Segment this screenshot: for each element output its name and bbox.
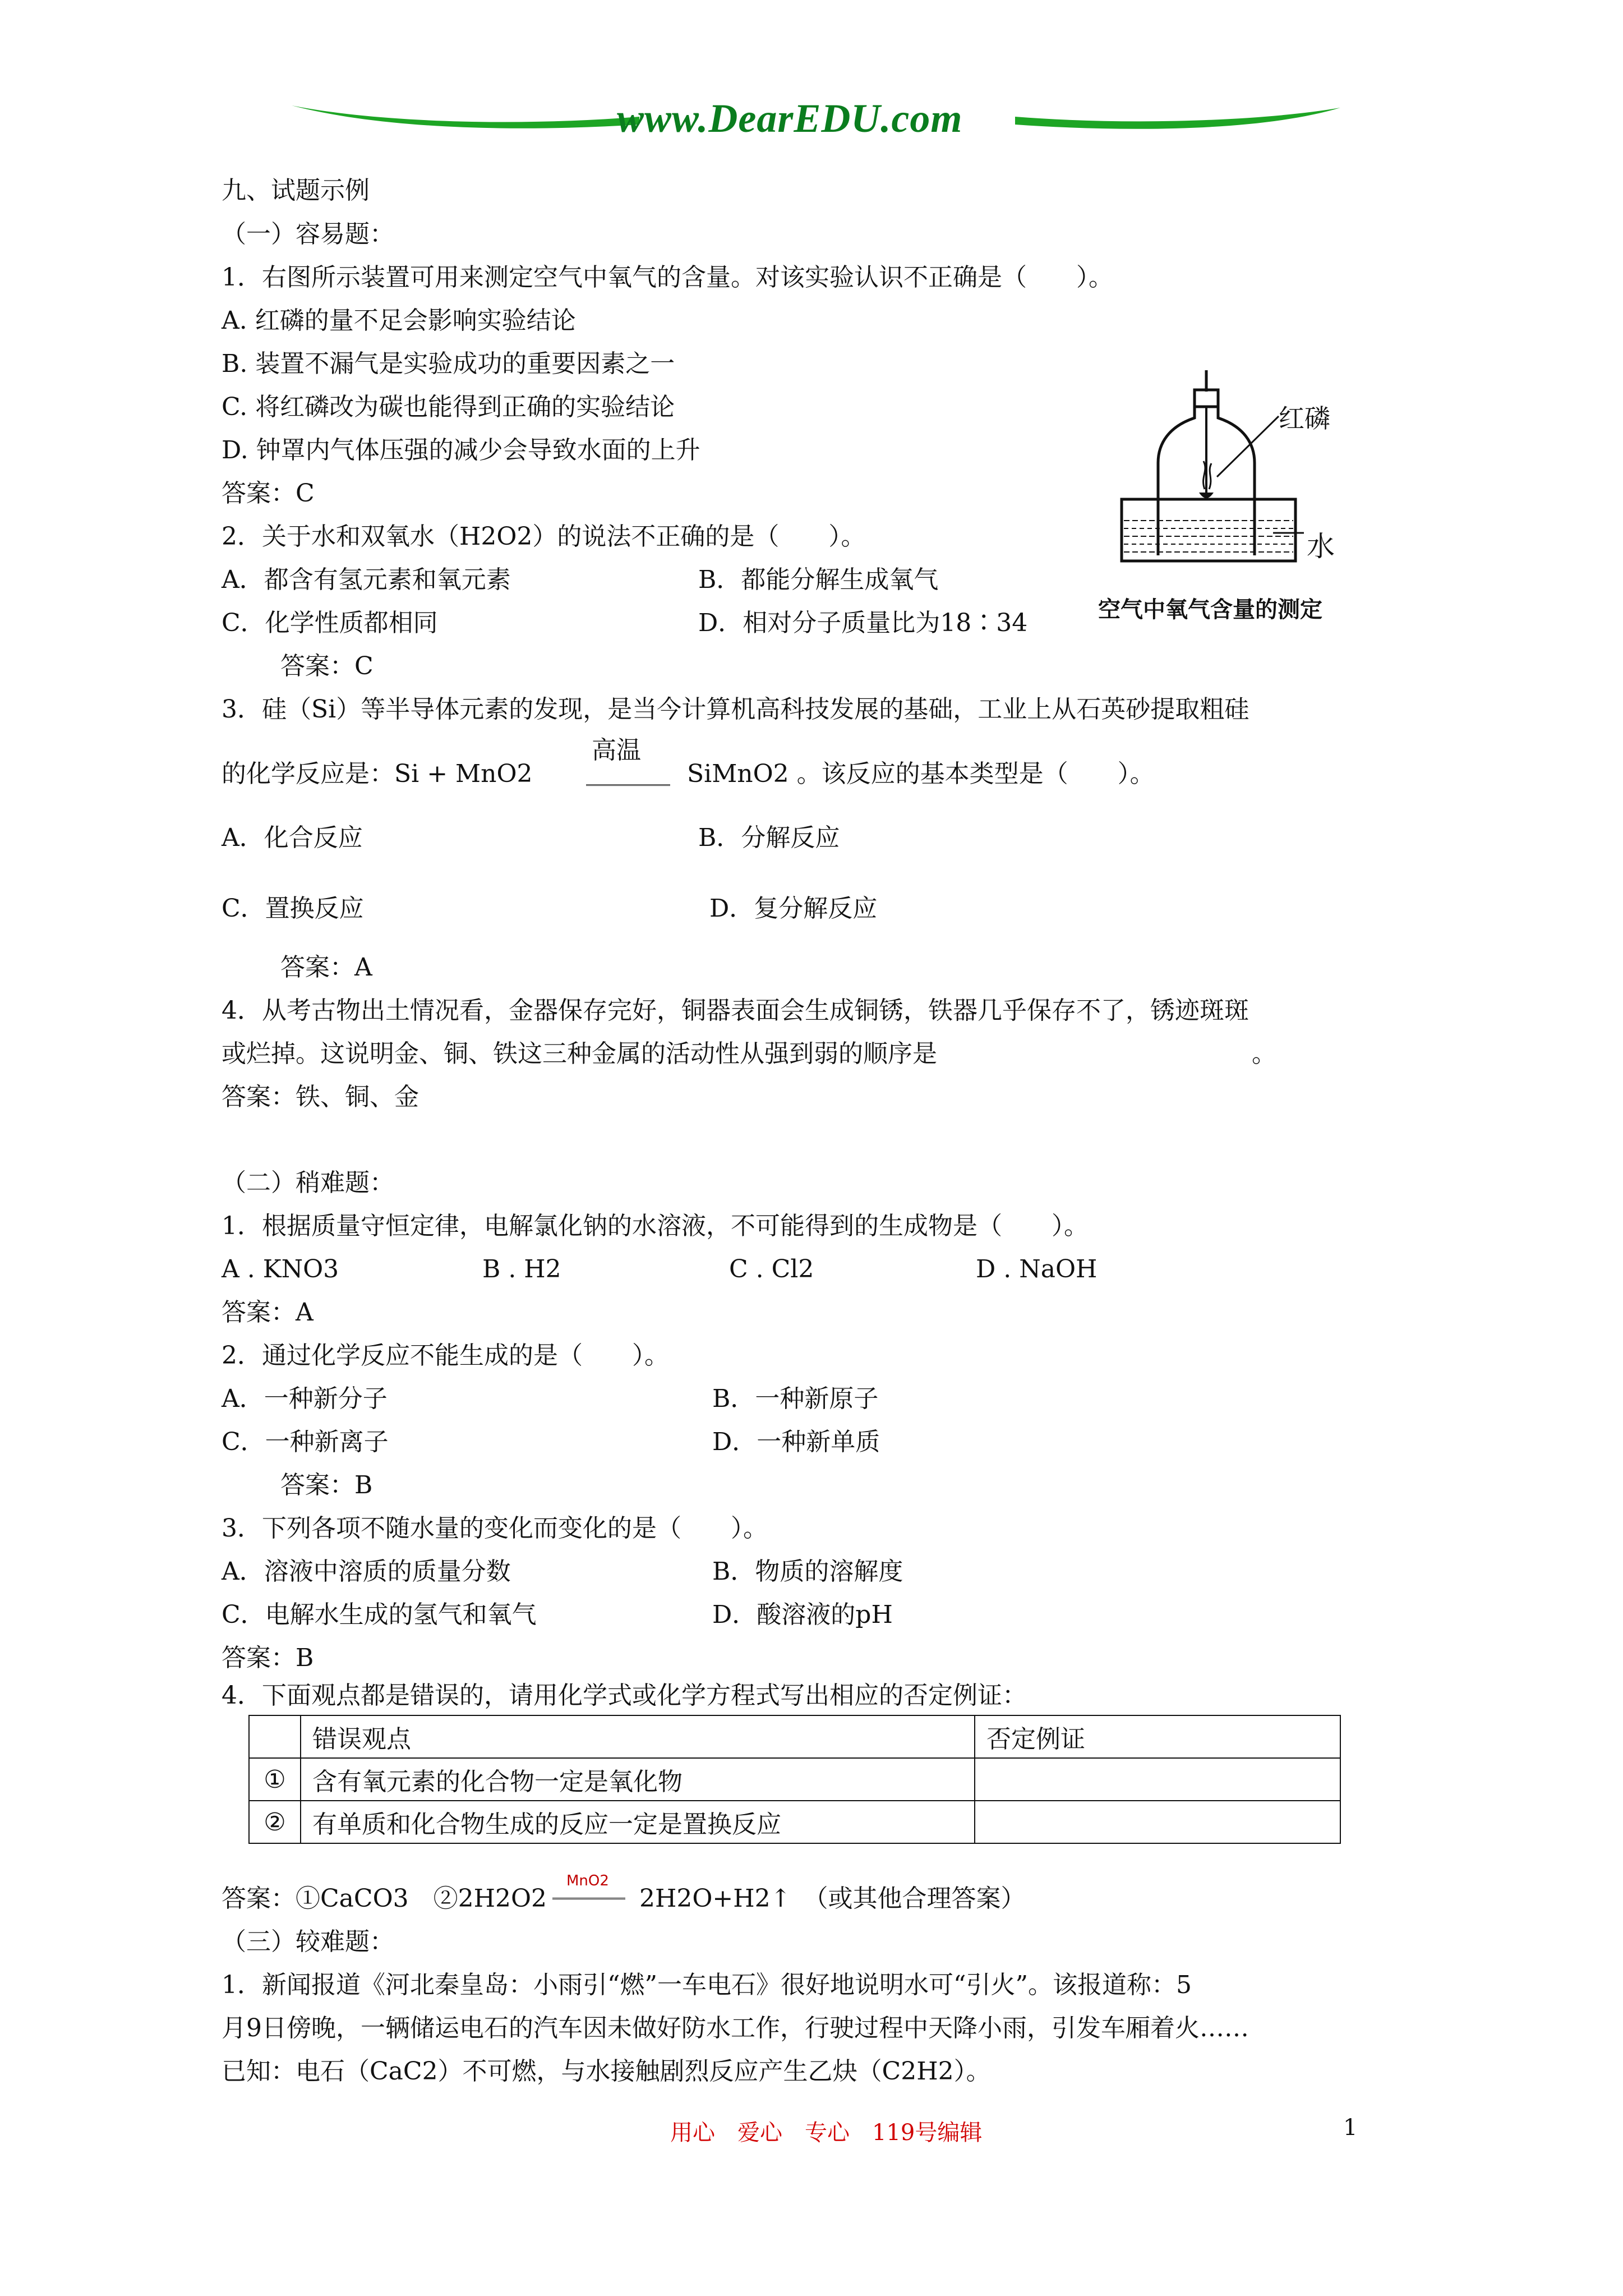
easy-q1-answer: 答案：C	[222, 479, 315, 508]
figure-caption: 空气中氧气含量的测定	[1098, 597, 1322, 623]
medium-q3-stem: 3．下列各项不随水量的变化而变化的是（ ）。	[222, 1514, 768, 1543]
easy-q3-option-b: B．分解反应	[698, 823, 840, 852]
medium-q1-option-d: D . NaOH	[976, 1255, 1098, 1283]
easy-q2-option-c: C．化学性质都相同	[222, 609, 438, 637]
table-header-cell: 否定例证	[975, 1715, 1340, 1758]
table-row	[249, 1801, 1340, 1843]
table-cell-editable[interactable]	[975, 1758, 1340, 1801]
easy-q1-option-b: B. 装置不漏气是实验成功的重要因素之一	[222, 349, 675, 378]
easy-q3-stem-line2-start: 的化学反应是：Si + MnO2	[222, 760, 533, 788]
footer-text: 用心 爱心 专心 119号编辑	[670, 2120, 983, 2146]
easy-q1-option-c: C. 将红磷改为碳也能得到正确的实验结论	[222, 393, 675, 421]
figure-label-water: 水	[1307, 530, 1335, 563]
site-logo-text[interactable]: www.DearEDU.com	[617, 96, 963, 141]
medium-heading: （二）稍难题：	[222, 1168, 394, 1197]
easy-q2-stem: 2．关于水和双氧水（H2O2）的说法不正确的是（ ）。	[222, 522, 866, 551]
medium-q4-stem: 4．下面观点都是错误的，请用化学式或化学方程式写出相应的否定例证：	[222, 1681, 1027, 1710]
medium-q3-option-d: D．酸溶液的pH	[712, 1600, 893, 1629]
medium-q3-option-b: B．物质的溶解度	[712, 1557, 903, 1586]
easy-q3-option-a: A．化合反应	[222, 823, 363, 852]
easy-q1-stem: 1．右图所示装置可用来测定空气中氧气的含量。对该实验认识不正确是（ ）。	[222, 263, 1113, 292]
reaction-condition-label: 高温	[592, 736, 641, 765]
counterexample-table	[248, 1715, 1341, 1844]
figure-label-red-phosphorus: 红磷	[1279, 403, 1330, 434]
easy-q4-stem-line2: 或烂掉。这说明金、铜、铁这三种金属的活动性从强到弱的顺序是	[222, 1039, 937, 1068]
hard-q1-line3: 已知：电石（CaC2）不可燃，与水接触剧烈反应产生乙炔（C2H2）。	[222, 2057, 991, 2086]
medium-q3-option-a: A．溶液中溶质的质量分数	[222, 1557, 511, 1586]
medium-q4-answer-start: 答案：①CaCO3 ②2H2O2	[222, 1884, 547, 1913]
medium-q2-option-d: D．一种新单质	[712, 1428, 880, 1456]
table-cell: 含有氧元素的化合物一定是氧化物	[301, 1758, 975, 1801]
table-header-cell	[249, 1715, 301, 1758]
easy-q2-option-d: D．相对分子质量比为18∶34	[698, 609, 1028, 637]
easy-heading: （一）容易题：	[222, 220, 394, 249]
medium-q2-answer: 答案：B	[280, 1471, 373, 1499]
medium-q4-answer-end: 2H2O+H2↑ （或其他合理答案）	[639, 1884, 1026, 1913]
catalyst-label: MnO2	[566, 1872, 609, 1889]
catalyst-equals-sign	[552, 1898, 625, 1899]
medium-q2-option-b: B．一种新原子	[712, 1384, 879, 1413]
medium-q3-option-c: C．电解水生成的氢气和氧气	[222, 1600, 537, 1629]
medium-q2-stem: 2．通过化学反应不能生成的是（ ）。	[222, 1341, 669, 1370]
page-number: 1	[1343, 2115, 1358, 2141]
medium-q1-stem: 1．根据质量守恒定律，电解氯化钠的水溶液，不可能得到的生成物是（ ）。	[222, 1212, 1089, 1240]
easy-q2-option-a: A．都含有氢元素和氧元素	[222, 565, 511, 594]
easy-q2-option-b: B．都能分解生成氧气	[698, 565, 939, 594]
header-swoosh-left	[292, 100, 639, 134]
table-cell-editable[interactable]	[975, 1801, 1340, 1843]
hard-heading: （三）较难题：	[222, 1927, 394, 1956]
medium-q1-answer: 答案：A	[222, 1298, 313, 1327]
easy-q4-stem-line1: 4．从考古物出土情况看，金器保存完好，铜器表面会生成铜锈，铁器几乎保存不了，锈迹斑斑	[222, 996, 1249, 1025]
table-row	[249, 1758, 1340, 1801]
easy-q3-answer: 答案：A	[280, 953, 372, 982]
easy-q3-stem-line2-end: SiMnO2 。该反应的基本类型是（ ）。	[687, 760, 1155, 788]
section-title: 九、试题示例	[222, 176, 370, 205]
table-cell: ②	[249, 1801, 301, 1843]
easy-q4-answer: 答案：铁、铜、金	[222, 1083, 419, 1111]
header-swoosh-right	[1015, 100, 1340, 134]
easy-q3-option-d: D．复分解反应	[709, 894, 878, 923]
easy-q3-option-c: C．置换反应	[222, 894, 364, 923]
hard-q1-line2: 月9日傍晚，一辆储运电石的汽车因未做好防水工作，行驶过程中天降小雨，引发车厢着火……	[222, 2014, 1249, 2042]
medium-q1-option-b: B . H2	[482, 1255, 561, 1283]
medium-q1-option-a: A . KNO3	[222, 1255, 339, 1283]
medium-q2-option-a: A．一种新分子	[222, 1384, 388, 1413]
easy-q1-option-a: A. 红磷的量不足会影响实验结论	[222, 306, 576, 335]
easy-q3-stem-line1: 3．硅（Si）等半导体元素的发现，是当今计算机高科技发展的基础，工业上从石英砂提取粗硅	[222, 695, 1249, 724]
reaction-equals-sign	[586, 784, 670, 786]
medium-q3-answer: 答案：B	[222, 1644, 314, 1672]
table-cell: 有单质和化合物生成的反应一定是置换反应	[301, 1801, 975, 1843]
easy-q2-answer: 答案：C	[280, 652, 374, 680]
medium-q1-option-c: C . Cl2	[729, 1255, 814, 1283]
medium-q2-option-c: C．一种新离子	[222, 1428, 389, 1456]
table-header-row	[249, 1715, 1340, 1758]
table-header-cell: 错误观点	[301, 1715, 975, 1758]
table-cell: ①	[249, 1758, 301, 1801]
easy-q4-blank-end: 。	[1252, 1039, 1276, 1068]
hard-q1-line1: 1．新闻报道《河北秦皇岛：小雨引“燃”一车电石》很好地说明水可“引火”。该报道称：5	[222, 1971, 1192, 1999]
easy-q1-option-d: D. 钟罩内气体压强的减少会导致水面的上升	[222, 436, 700, 464]
